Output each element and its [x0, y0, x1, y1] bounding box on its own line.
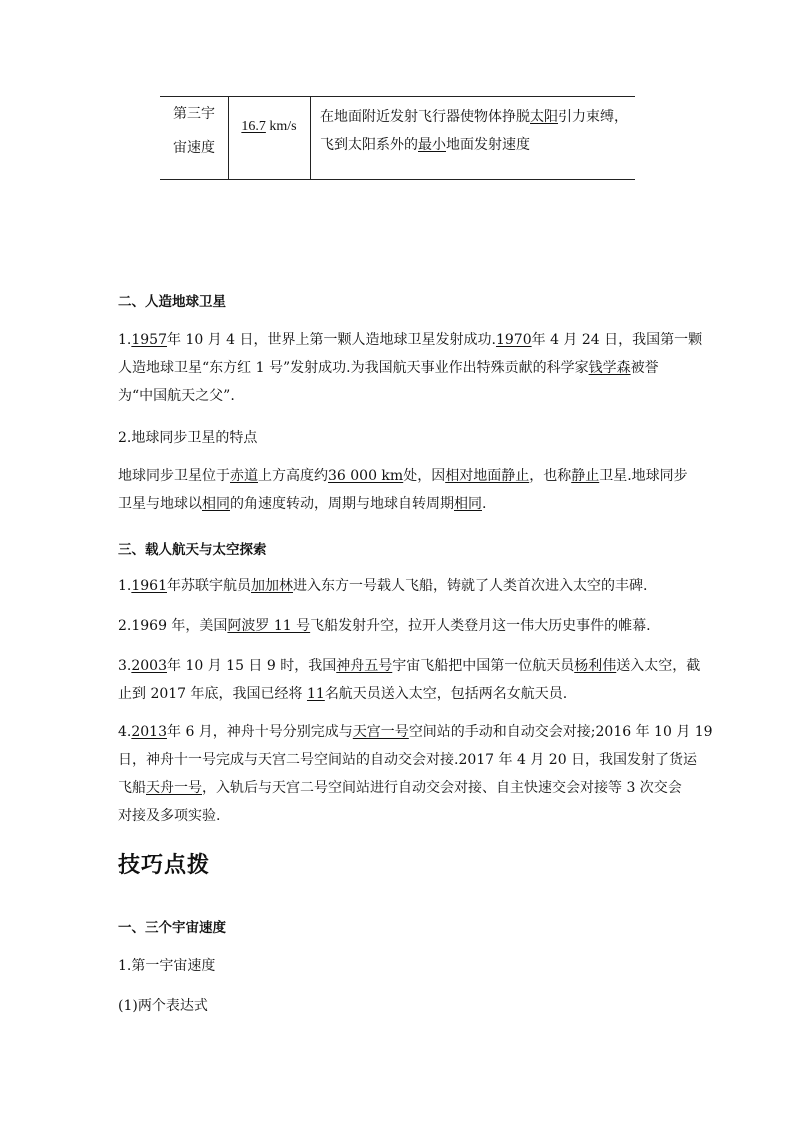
underlined-answer: 36 000 km — [328, 468, 404, 484]
text: 4. — [118, 724, 132, 740]
paragraph-1961 — [118, 572, 678, 600]
text: 的角速度转动，周期与地球自转周期 — [230, 496, 454, 512]
underlined-answer: 相同 — [454, 496, 482, 512]
underlined-answer: 天舟一号 — [146, 780, 202, 796]
table-divider — [310, 97, 311, 179]
desc-underline: 太阳 — [530, 109, 558, 125]
underlined-answer: 钱学森 — [588, 360, 631, 376]
subheading-first-cosmic-velocity: 1.第一宇宙速度 — [118, 958, 216, 974]
table-divider — [228, 97, 229, 179]
underlined-answer: 加加林 — [251, 578, 293, 594]
speed-value: 16.7 — [241, 119, 266, 134]
underlined-answer: 神舟五号 — [336, 658, 393, 674]
text: 名航天员送入太空，包括两名女航天员. — [324, 686, 568, 702]
text: 止到 2017 年底，我国已经将 — [118, 686, 307, 702]
text: 年苏联宇航员 — [167, 578, 251, 594]
cosmic-velocity-table — [160, 96, 635, 180]
underlined-answer: 1961 — [131, 578, 167, 594]
desc-underline: 最小 — [418, 137, 446, 153]
underlined-answer: 天宫一号 — [352, 724, 409, 740]
text: 上方高度约 — [258, 468, 328, 484]
text: 年 6 月，神舟十号分别完成与 — [167, 724, 353, 740]
text: 地球同步卫星位于 — [118, 468, 230, 484]
text: 被誉 — [630, 360, 659, 376]
section-heading: 三、载人航天与太空探索 — [118, 542, 267, 558]
text: 进入东方一号载人飞船，铸就了人类首次进入太空的丰碑. — [293, 578, 648, 594]
underlined-answer: 1957 — [131, 332, 167, 348]
speed-cell — [228, 117, 310, 137]
text: 飞船 — [118, 780, 146, 796]
text: 飞船发射升空，拉开人类登月这一伟大历史事件的帷幕. — [310, 618, 651, 634]
table-row-label — [160, 97, 228, 165]
text: 1. — [118, 578, 132, 594]
text: 人造地球卫星“东方红 1 号”发射成功.为我国航天事业作出特殊贡献的科学家 — [118, 360, 589, 376]
subheading-sync-satellite: 2.地球同步卫星的特点 — [118, 430, 258, 446]
paragraph-2003 — [118, 652, 701, 708]
text: 为“中国航天之父”. — [118, 388, 235, 404]
desc-text: 地面发射速度 — [446, 137, 530, 153]
description-cell — [320, 103, 632, 159]
underlined-answer: 1970 — [495, 332, 532, 348]
underlined-answer: 11 — [306, 686, 325, 702]
text: 空间站的手动和自动交会对接;2016 年 10 月 19 — [408, 724, 713, 740]
page-title: 技巧点拨 — [118, 853, 211, 878]
text: 年 10 月 15 日 9 时，我国 — [167, 658, 337, 674]
underlined-answer: 静止 — [571, 468, 600, 484]
paragraph-sync-satellite — [118, 462, 688, 518]
desc-text: 飞到太阳系外的 — [320, 137, 418, 153]
text: 3. — [118, 658, 132, 674]
underlined-answer: 相同 — [202, 496, 230, 512]
paragraph-1969 — [118, 612, 678, 640]
text: 年 4 月 24 日，我国第一颗 — [531, 332, 703, 348]
text: . — [482, 496, 487, 512]
text: 日，神舟十一号完成与天宫二号空间站的自动交会对接.2017 年 4 月 20 日，我国发射了货运 — [118, 752, 698, 768]
text: ，也称 — [529, 468, 572, 484]
section-heading: 一、三个宇宙速度 — [118, 920, 226, 936]
subheading-two-expressions: (1)两个表达式 — [118, 998, 208, 1014]
underlined-answer: 赤道 — [230, 468, 258, 484]
underlined-answer: 2003 — [131, 658, 167, 674]
text: 1. — [118, 332, 132, 348]
underlined-answer: 阿波罗 11 号 — [227, 618, 311, 634]
row-label-line-1: 第三宇 — [173, 106, 215, 122]
text: 送入太空，截 — [616, 658, 701, 674]
paragraph-2013 — [118, 718, 713, 830]
underlined-answer: 杨利伟 — [574, 658, 617, 674]
text: ，入轨后与天宫二号空间站进行自动交会对接、自主快速交会对接等 3 次交会 — [202, 780, 682, 796]
text: 年 10 月 4 日，世界上第一颗人造地球卫星发射成功. — [167, 332, 496, 348]
text: 对接及多项实验. — [118, 808, 221, 824]
underlined-answer: 2013 — [131, 724, 167, 740]
paragraph-1957 — [118, 326, 703, 410]
section-heading: 二、人造地球卫星 — [118, 294, 226, 310]
text: 卫星与地球以 — [118, 496, 202, 512]
text: 2.1969 年，美国 — [118, 618, 228, 634]
speed-unit: km/s — [269, 119, 297, 134]
desc-text: 在地面附近发射飞行器使物体挣脱 — [320, 109, 530, 125]
underlined-answer: 相对地面静止 — [445, 468, 530, 484]
row-label-line-2: 宙速度 — [173, 140, 215, 156]
text: 处，因 — [403, 468, 446, 484]
desc-text: 引力束缚， — [558, 109, 628, 125]
text: 卫星.地球同步 — [599, 468, 688, 484]
text: 宇宙飞船把中国第一位航天员 — [392, 658, 575, 674]
